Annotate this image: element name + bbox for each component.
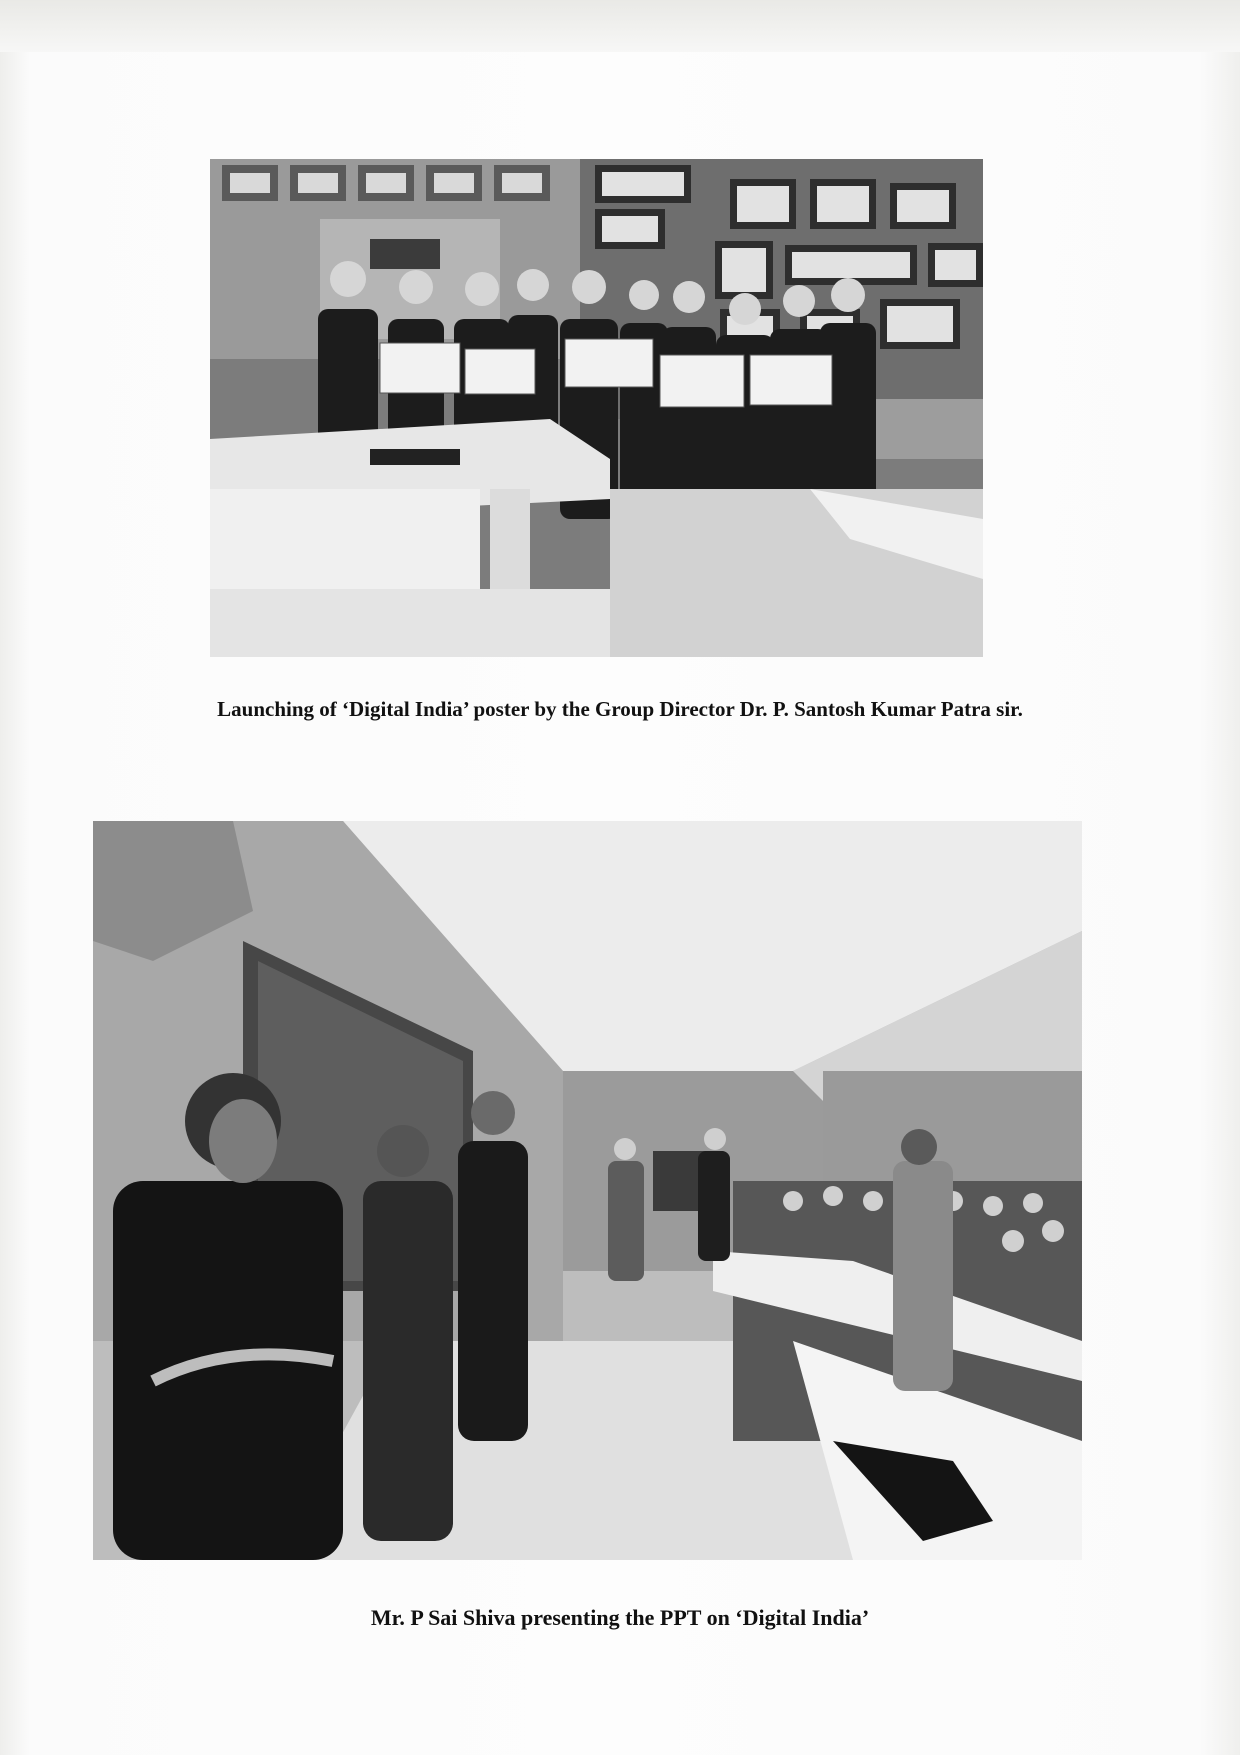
photo-caption-bottom: Mr. P Sai Shiva presenting the PPT on ‘Digital India’ xyxy=(370,1605,870,1630)
photo-caption-top: Launching of ‘Digital India’ poster by the Group Director Dr. P. Santosh Kumar Patra sir. xyxy=(217,697,1023,721)
photo-poster-launch-image xyxy=(210,159,983,657)
photo-classroom-presentation xyxy=(93,821,1082,1560)
photo-poster-launch xyxy=(210,159,983,657)
page-shadow xyxy=(0,0,1240,52)
photo-classroom-presentation-image xyxy=(93,821,1082,1560)
